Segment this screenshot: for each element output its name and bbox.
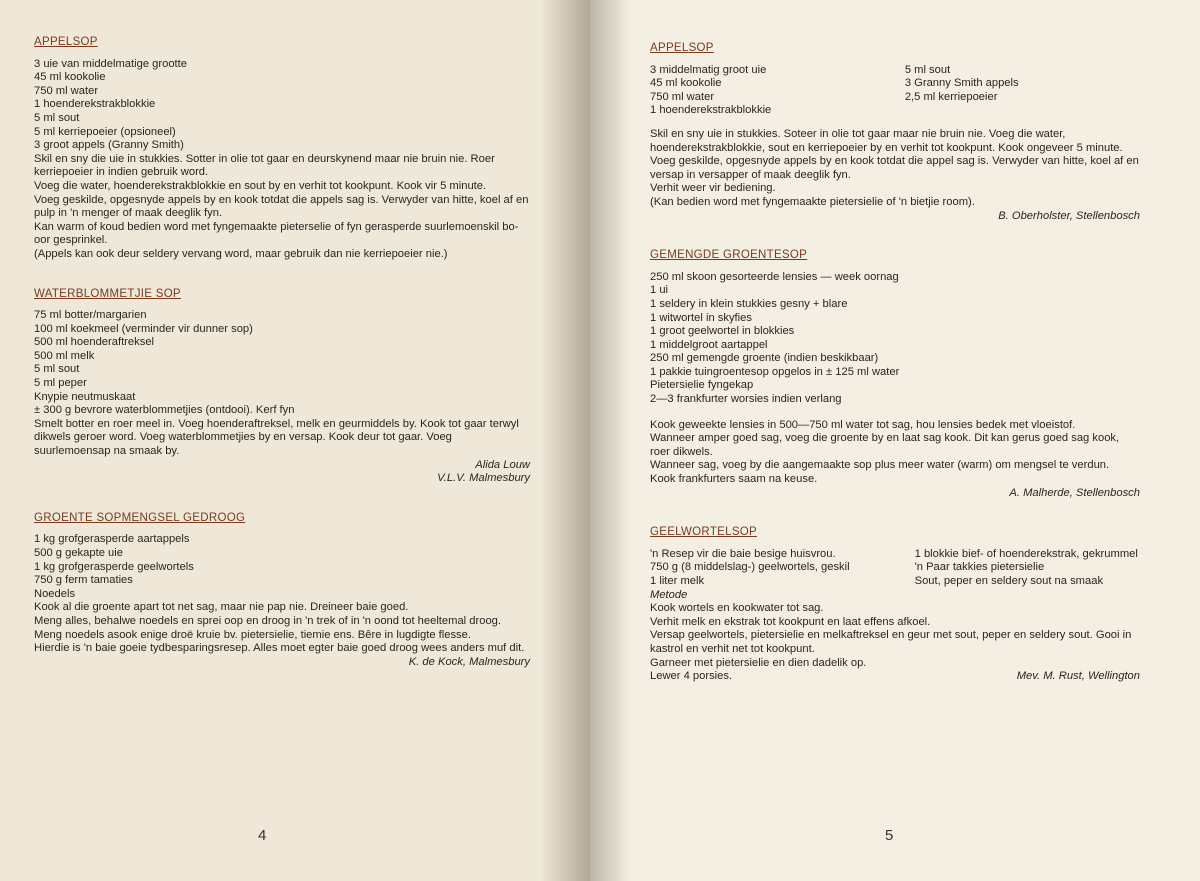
recipe-line: Kook wortels en kookwater tot sag. (650, 602, 824, 615)
ingredient: 2,5 ml kerriepoeier (904, 90, 998, 103)
recipe-line: Lewer 4 porsies. (650, 670, 733, 683)
recipe-line: Meng noedels asook enige droë kruie bv. pietersielie, tiemie ens. Bêre in lugdigte flesse. (34, 628, 471, 641)
recipe-line: 1 hoenderekstrakblokkie (34, 98, 156, 111)
recipe-author: B. Oberholster, Stellenbosch (998, 209, 1140, 222)
ingredient: 'n Resep vir die baie besige huisvrou. (650, 547, 836, 560)
recipe-line: Skil en sny uie in stukkies. Soteer in olie tot gaar maar nie bruin nie. Voeg die water, hoenderekstrakblokkie, sout en kerriepoeier by en verhit tot kookpunt. Kook ongeveer 5 minute. Voeg geskilde, opgesnyde appels by en kook totdat die appel sag is. Verwyder van hitte, koel af en versap in versapper of maak deeglik fyn. (650, 127, 1142, 181)
recipe-author-location: V.L.V. Malmesbury (437, 472, 530, 485)
recipe-line: 750 g ferm tamaties (34, 574, 133, 587)
recipe-waterblommetjie (34, 288, 530, 486)
ingredient-column-2 (905, 64, 1140, 118)
right-page (590, 0, 1200, 881)
ingredient: 2—3 frankfurter worsies indien verlang (650, 393, 842, 406)
page-number: 5 (885, 827, 894, 845)
ingredient: 1 hoenderekstrakblokkie (650, 104, 772, 117)
recipe-line: Garneer met pietersielie en dien dadelik op. (650, 656, 867, 669)
recipe-line: 500 ml melk (34, 349, 95, 362)
recipe-line: 1 kg grofgerasperde geelwortels (34, 560, 194, 573)
recipe-line: ± 300 g bevrore waterblommetjies (ontdooi). Kerf fyn (34, 404, 295, 417)
recipe-line: Meng alles, behalwe noedels en sprei oop en droog in 'n trek of in 'n oond tot heeltemal droog. (34, 614, 501, 627)
recipe-line: 5 ml kerriepoeier (opsioneel) (34, 125, 176, 138)
ingredient: 250 ml gemengde groente (indien beskikbaar) (650, 352, 879, 365)
recipe-line: Hierdie is 'n baie goeie tydbesparingsresep. Alles moet egter baie goed droog wees anders muf dit. (34, 642, 525, 655)
ingredient: Pietersielie fyngekap (650, 379, 754, 392)
ingredient: 'n Paar takkies pietersielie (914, 561, 1045, 574)
recipe-line: 5 ml sout (34, 111, 80, 124)
recipe-line: Knypie neutmuskaat (34, 390, 136, 403)
ingredient: 3 middelmatig groot uie (650, 63, 767, 76)
ingredient: 1 liter melk (650, 575, 705, 587)
recipe-line: 100 ml koekmeel (verminder vir dunner sop) (34, 322, 253, 335)
recipe-title: WATERBLOMMETJIE SOP (34, 287, 181, 300)
ingredient: 750 g (8 middelslag-) geelwortels, geskil (650, 561, 850, 574)
recipe-title: GEELWORTELSOP (650, 526, 758, 539)
recipe-geelwortelsop (650, 526, 1140, 684)
ingredient: Sout, peper en seldery sout na smaak (914, 575, 1104, 587)
recipe-author: Alida Louw (475, 458, 530, 471)
left-page (0, 0, 590, 881)
ingredient: 1 groot geelwortel in blokkies (650, 325, 795, 338)
recipe-title: APPELSOP (650, 42, 714, 54)
ingredient: 1 witwortel in skyfies (650, 311, 752, 324)
recipe-title: GEMENGDE GROENTESOP (650, 249, 808, 262)
recipe-line: Versap geelwortels, pietersielie en melkaftreksel en geur met sout, peper en seldery sout. Gooi in kastrol en verhit net tot kookpunt. (650, 629, 1135, 655)
ingredient-column-1 (650, 64, 885, 118)
recipe-line: Kook al die groente apart tot net sag, maar nie pap nie. Dreineer baie goed. (34, 601, 409, 614)
recipe-line: Verhit weer vir bediening. (650, 182, 776, 195)
last-line-row (650, 670, 1140, 684)
recipe-gemengde-groentesop (650, 249, 1140, 500)
gutter-shadow (590, 0, 630, 881)
recipe-line: Kan warm of koud bedien word met fyngemaakte pieterselie of fyn gerasperde suurlemoenskil bo-oor gesprinkel. (34, 220, 519, 247)
ingredient: 1 pakkie tuingroentesop opgelos in ± 125 ml water (650, 365, 900, 378)
recipe-line: 500 ml hoenderaftreksel (34, 336, 155, 349)
recipe-line: 75 ml botter/margarien (34, 309, 147, 322)
recipe-line: Voeg geskilde, opgesnyde appels by en kook totdat die appels sag is. Verwyder van hitte, koel af en pulp in 'n menger of maak deeglik fyn. (34, 193, 532, 220)
recipe-author: Mev. M. Rust, Wellington (1016, 670, 1140, 683)
recipe-line: Noedels (34, 587, 76, 600)
recipe-line: Skil en sny die uie in stukkies. Sotter in olie tot gaar en deurskynend maar nie bruin nie. Roer kerriepoeier in indien gebruik word. (34, 152, 498, 179)
ingredient: 5 ml sout (904, 63, 951, 76)
recipe-line: (Appels kan ook deur seldery vervang word, maar gebruik dan nie kerriepoeier nie.) (34, 247, 448, 260)
recipe-appelsop-right (650, 42, 1140, 223)
ingredient-column-1 (650, 548, 905, 589)
ingredient: 250 ml skoon gesorteerde lensies — week oornag (650, 270, 899, 283)
method-label: Metode (650, 588, 688, 601)
recipe-line: 1 kg grofgerasperde aartappels (34, 533, 190, 546)
recipe-line: Voeg die water, hoenderekstrakblokkie en sout by en verhit tot kookpunt. Kook vir 5 minute. (34, 179, 487, 192)
recipe-line: Wanneer sag, voeg by die aangemaakte sop plus meer water (warm) om mengsel te verdun. (650, 459, 1110, 472)
recipe-line: (Kan bedien word met fyngemaakte pietersielie of 'n bietjie room). (650, 195, 975, 208)
recipe-line: 750 ml water (34, 84, 99, 97)
gutter-shadow (540, 0, 590, 881)
recipe-line: Kook frankfurters saam na keuse. (650, 473, 818, 486)
recipe-author: A. Malherde, Stellenbosch (1009, 486, 1140, 499)
recipe-line: 3 uie van middelmatige grootte (34, 57, 187, 70)
recipe-line: Kook geweekte lensies in 500—750 ml water tot sag, hou lensies bedek met vloeistof. (650, 418, 1076, 431)
recipe-author: K. de Kock, Malmesbury (408, 655, 530, 668)
ingredient: 750 ml water (650, 90, 715, 103)
recipe-appelsop-left (34, 36, 530, 262)
recipe-line: Verhit melk en ekstrak tot kookpunt en laat effens afkoel. (650, 615, 931, 628)
recipe-title: APPELSOP (34, 36, 98, 48)
recipe-line: 5 ml sout (34, 363, 80, 376)
recipe-line: 500 g gekapte uie (34, 547, 123, 559)
ingredient: 1 seldery in klein stukkies gesny + blare (650, 297, 848, 310)
recipe-line: 5 ml peper (34, 377, 87, 390)
recipe-title: GROENTE SOPMENGSEL GEDROOG (34, 511, 246, 524)
ingredient-columns (650, 548, 1140, 589)
ingredient-column-2 (915, 548, 1140, 589)
ingredient: 45 ml kookolie (650, 77, 722, 90)
ingredient-columns (650, 64, 1140, 118)
recipe-line: 45 ml kookolie (34, 71, 106, 84)
page-number: 4 (258, 827, 267, 845)
recipe-groente-sopmengsel (34, 512, 530, 670)
ingredient: 1 middelgroot aartappel (650, 338, 768, 351)
recipe-line: Smelt botter en roer meel in. Voeg hoenderaftreksel, melk en geurmiddels by. Kook tot gaar terwyl dikwels geroer word. Voeg waterblommetjies by en versap. Kook deur tot gaar. Voeg suurlemoensap na smaak by. (34, 417, 522, 458)
ingredient: 1 ui (650, 284, 669, 297)
recipe-line: 3 groot appels (Granny Smith) (34, 139, 184, 152)
ingredient: 3 Granny Smith appels (904, 77, 1019, 90)
ingredient: 1 blokkie bief- of hoenderekstrak, gekrummel (914, 547, 1138, 560)
recipe-line: Wanneer amper goed sag, voeg die groente by en laat sag kook. Dit kan gerus goed sag kook, roer dikwels. (650, 432, 1123, 458)
